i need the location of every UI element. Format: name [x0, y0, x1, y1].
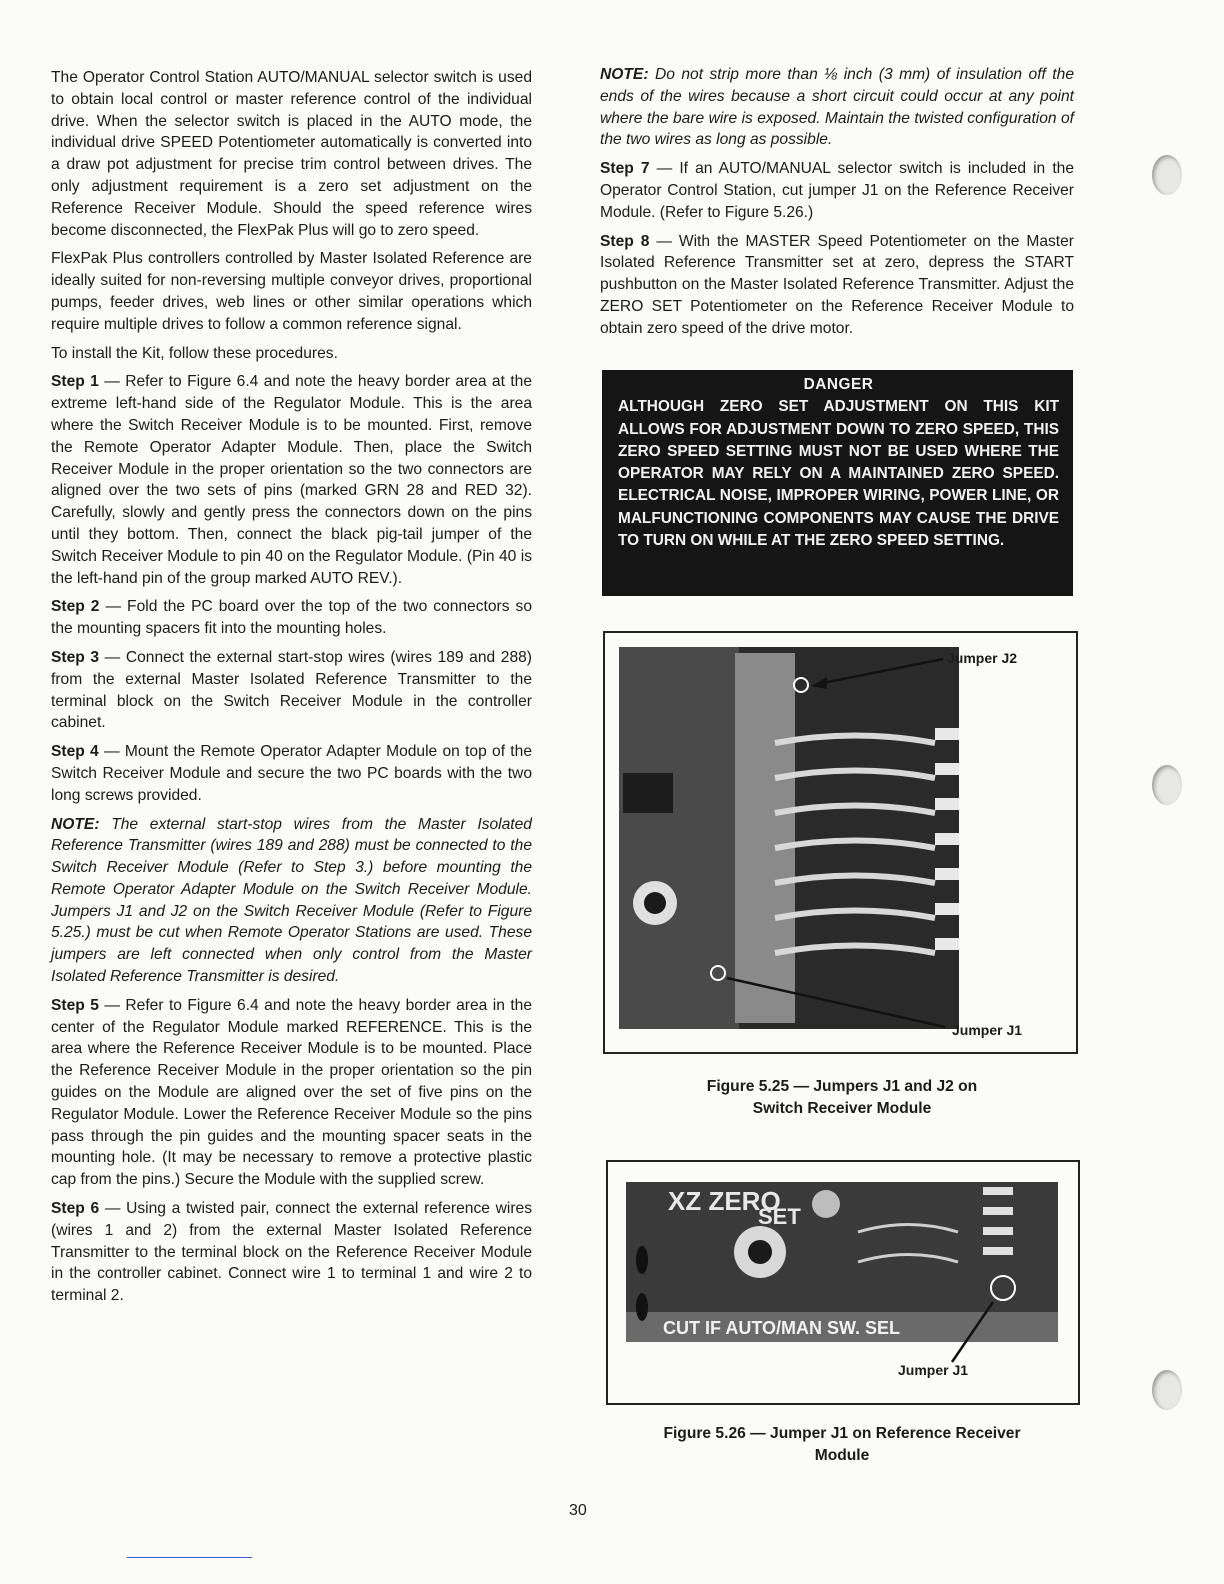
figure-5-26-caption-line1: Figure 5.26 — Jumper J1 on Reference Receiver [663, 1425, 1021, 1442]
figure-5-26-caption-line2: Module [814, 1446, 870, 1464]
danger-body: ALTHOUGH ZERO SET ADJUSTMENT ON THIS KIT ALLOWS FOR ADJUSTMENT DOWN TO ZERO SPEED, THIS ZERO SPEED SETTING MUST NOT BE USED WHERE THE OPERATOR MAY RELY ON A MAINTAINED ZERO SPEED. ELECTRICAL NOISE, IMPROPER WIRING, POWER LINE, OR MALFUNCTIONING COMPONENTS MAY CAUSE THE DRIVE TO TURN ON WHILE AT THE ZERO SPEED SETTING. [618, 398, 1059, 550]
note-start-stop [51, 814, 532, 988]
step-1-text: — Refer to Figure 6.4 and note the heavy border area at the extreme left-hand side of the Regulator Module. This is the area where the Switch Receiver Module is to be mounted. First, remove the Remote Operator Adapter Module. Then, place the Switch Receiver Module in the proper orientation so the two connectors are aligned over the two sets of pins (marked GRN 28 and RED 32). Carefully, slowly and gently press the connectors down on the pins until they bottom. Then, connect the black pig-tail jumper of the Switch Receiver Module to pin 40 on the Regulator Module. (Pin 40 is the left-hand pin of the group marked AUTO REV.). [51, 373, 532, 587]
step-5 [51, 995, 532, 1191]
step-4-label: Step 4 [51, 743, 99, 761]
danger-title: DANGER [803, 376, 874, 393]
step-4-text: — Mount the Remote Operator Adapter Module on top of the Switch Receiver Module and secure the two PC boards with the two long screws provided. [51, 743, 532, 804]
step-5-text: — Refer to Figure 6.4 and note the heavy border area in the center of the Regulator Module marked REFERENCE. This is the area where the Reference Receiver Module is to be mounted. Place the Reference Receiver Module in the proper orientation so the pin guides on the Module are aligned over the set of five pins on the Regulator Module. Lower the Reference Receiver Module so the pins pass through the pin guides and the mounting spacer seats in the mounting hole. (It may be necessary to remove a protective plastic cap from the pins.) Secure the Module with the supplied screw. [51, 996, 532, 1189]
note-text: The external start-stop wires from the Master Isolated Reference Transmitter (wires 189 and 288) must be connected to the Switch Receiver Module (Refer to Step 3.) before mounting the Remote Operator Adapter Module on the Switch Receiver Module. Jumpers J1 and J2 on the Switch Receiver Module (Refer to Figure 5.25.) must be cut when Remote Operator Stations are used. These jumpers are left connected when only control from the Master Isolated Reference Transmitter is desired. [51, 815, 532, 986]
intro-paragraph: The Operator Control Station AUTO/MANUAL selector switch is used to obtain local control or master reference control of the individual drive. When the selector switch is placed in the AUTO mode, the individual drive SPEED Potentiometer automatically is converted into a draw pot adjustment for precise trim control between drives. The only adjustment requirement is a zero set adjustment on the Reference Receiver Module. Should the speed reference wires become disconnected, the FlexPak Plus will go to zero speed. [51, 69, 532, 239]
step-3-label: Step 3 [51, 648, 100, 666]
step-6-label: Step 6 [51, 1200, 100, 1218]
figure-5-25-caption [603, 1076, 1081, 1120]
figure-5-25 [603, 631, 1078, 1054]
switch-receiver-photo [605, 633, 1076, 1052]
install-intro: To install the Kit, follow these procedures. [51, 344, 338, 362]
note-insulation-text: Do not strip more than ⅛ inch (3 mm) of insulation off the ends of the wires because a short circuit could occur at any point where the bare wire is exposed. Maintain the twisted configuration of the two wires as long as possible. [600, 66, 1074, 149]
page-number: 30 [569, 1502, 587, 1519]
note-insulation-label: NOTE: [600, 66, 649, 83]
left-column [51, 67, 532, 1314]
step-7 [600, 158, 1074, 223]
figure-5-25-caption-line2: Switch Receiver Module [752, 1099, 932, 1117]
right-column [600, 64, 1074, 347]
step-3 [51, 647, 532, 734]
step-8-text: — With the MASTER Speed Potentiometer on the Master Isolated Reference Transmitter set at zero, depress the START pushbutton on the Master Isolated Reference Transmitter. Adjust the ZERO SET Potentiometer on the Reference Receiver Module to obtain zero speed of the drive motor. [600, 232, 1075, 337]
step-4 [51, 741, 532, 806]
figure-5-25-caption-line1: Figure 5.25 — Jumpers J1 and J2 on [706, 1078, 978, 1095]
figure-5-26-caption [603, 1423, 1081, 1467]
binder-hole-top [1152, 155, 1182, 195]
board-label-cut: CUT IF AUTO/MAN SW. SEL [663, 1318, 900, 1338]
step-6-text: — Using a twisted pair, connect the external reference wires (wires 1 and 2) from the external Master Isolated Reference Transmitter to the terminal block on the Reference Receiver Module in the controller cabinet. Connect wire 1 to terminal 1 and wire 2 to terminal 2. [51, 1200, 532, 1305]
step-8-label: Step 8 [600, 232, 650, 250]
jumper-j2-label: Jumper J2 [947, 650, 1018, 666]
note-label: NOTE: [51, 815, 100, 833]
jumper-j1-label: Jumper J1 [952, 1022, 1023, 1038]
step-2 [51, 596, 532, 640]
step-7-label: Step 7 [600, 160, 650, 178]
step-8 [600, 231, 1074, 340]
step-2-text: — Fold the PC board over the top of the two connectors so the mounting spacers fit into the mounting holes. [51, 598, 532, 638]
binder-hole-middle [1152, 765, 1182, 805]
step-6 [51, 1198, 532, 1307]
jumper-j1-ref-label: Jumper J1 [898, 1362, 969, 1378]
binder-hole-bottom [1152, 1370, 1182, 1410]
step-7-text: — If an AUTO/MANUAL selector switch is included in the Operator Control Station, cut jumper J1 on the Reference Receiver Module. (Refer to Figure 5.26.) [600, 160, 1074, 221]
step-1-label: Step 1 [51, 373, 99, 391]
applications-paragraph: FlexPak Plus controllers controlled by Master Isolated Reference are ideally suited for non-reversing multiple conveyor drives, proportional pumps, feeder drives, web lines or other similar operations which require multiple drives to follow a common reference signal. [51, 250, 532, 333]
footer-rule [127, 1557, 252, 1558]
step-5-label: Step 5 [51, 996, 99, 1014]
step-2-label: Step 2 [51, 598, 100, 616]
danger-warning-box [602, 370, 1073, 596]
board-label-set: SET [758, 1204, 801, 1229]
note-insulation [600, 64, 1074, 151]
reference-receiver-photo [608, 1162, 1078, 1403]
board-label-xz-zero: XZ ZERO [668, 1186, 781, 1216]
step-1 [51, 371, 532, 589]
figure-5-26 [606, 1160, 1080, 1405]
step-3-text: — Connect the external start-stop wires (wires 189 and 288) from the external Master Isolated Reference Transmitter to the terminal block on the Switch Receiver Module in the controller cabinet. [51, 648, 532, 732]
